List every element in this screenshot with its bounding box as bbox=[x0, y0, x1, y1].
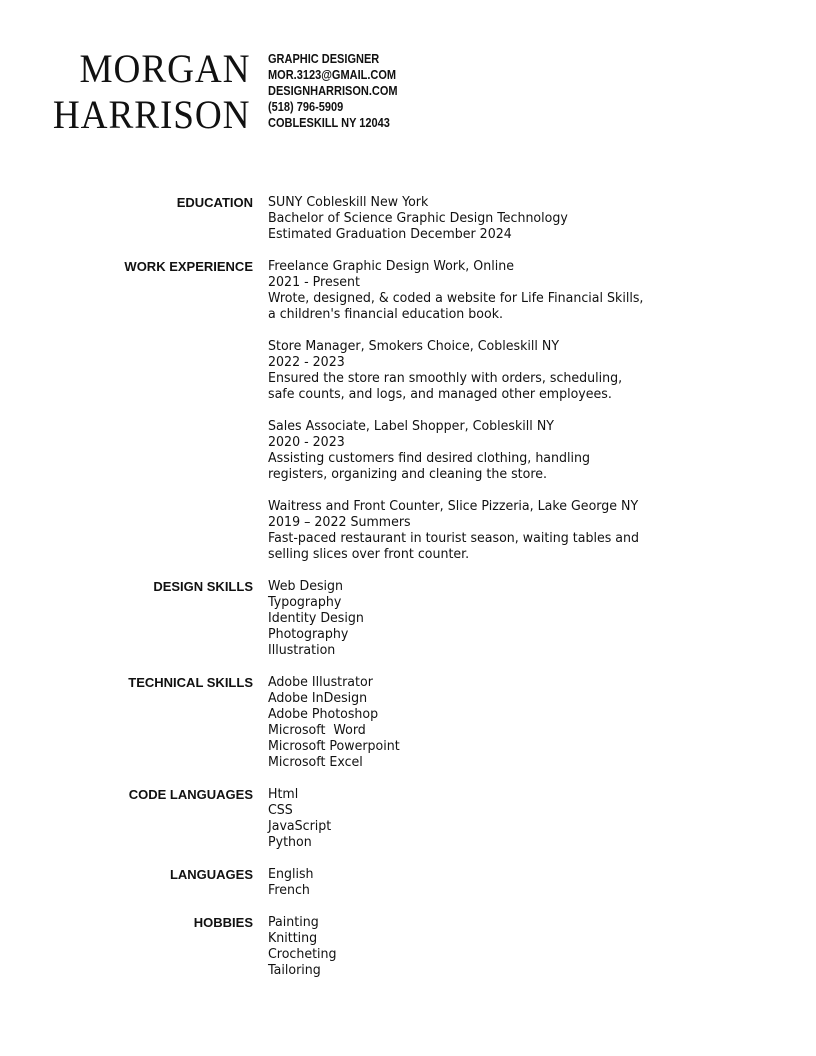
list-item: JavaScript bbox=[268, 819, 332, 834]
job-description: selling slices over front counter. bbox=[268, 547, 470, 562]
section-label-code-languages: CODE LANGUAGES bbox=[128, 787, 253, 802]
job-dates: 2022 - 2023 bbox=[268, 355, 345, 370]
list-item: CSS bbox=[268, 803, 293, 818]
section-label-technical-skills: TECHNICAL SKILLS bbox=[128, 675, 253, 690]
job-description: Ensured the store ran smoothly with orders, scheduling, bbox=[268, 371, 623, 386]
section-label-languages: LANGUAGES bbox=[169, 867, 253, 882]
job-entry bbox=[268, 259, 643, 323]
job-description: Fast-paced restaurant in tourist season, waiting tables and bbox=[268, 531, 640, 546]
design-skills-content bbox=[268, 579, 364, 659]
list-item: Tailoring bbox=[268, 963, 321, 978]
job-dates: 2020 - 2023 bbox=[268, 435, 345, 450]
last-name: HARRISON bbox=[52, 92, 250, 137]
email: MOR.3123@GMAIL.COM bbox=[268, 68, 397, 82]
section-label-hobbies: HOBBIES bbox=[193, 915, 253, 930]
list-item: Adobe Photoshop bbox=[268, 707, 379, 722]
contact-block bbox=[268, 51, 398, 131]
job-entry bbox=[268, 419, 643, 483]
job-description: Wrote, designed, & coded a website for Life Financial Skills, bbox=[268, 291, 644, 306]
list-item: Identity Design bbox=[268, 611, 364, 626]
job-title: Freelance Graphic Design Work, Online bbox=[268, 259, 514, 274]
list-item: Microsoft Excel bbox=[268, 755, 363, 770]
school: SUNY Cobleskill New York bbox=[268, 195, 429, 210]
list-item: Crocheting bbox=[268, 947, 337, 962]
list-item: Photography bbox=[268, 627, 349, 642]
work-content bbox=[268, 259, 643, 563]
job-dates: 2019 – 2022 Summers bbox=[268, 515, 411, 530]
job-title: Waitress and Front Counter, Slice Pizzeria, Lake George NY bbox=[268, 499, 639, 514]
job-description: registers, organizing and cleaning the store. bbox=[268, 467, 548, 482]
code-languages-content bbox=[268, 787, 331, 851]
job-title: Store Manager, Smokers Choice, Cobleskill NY bbox=[268, 339, 560, 354]
list-item: Python bbox=[268, 835, 312, 850]
technical-skills-content bbox=[268, 675, 400, 771]
section-label-education: EDUCATION bbox=[176, 195, 253, 210]
list-item: Typography bbox=[268, 595, 342, 610]
list-item: French bbox=[268, 883, 310, 898]
applicant-name bbox=[52, 46, 250, 138]
job-entry bbox=[268, 339, 643, 403]
section-label-design-skills: DESIGN SKILLS bbox=[153, 579, 253, 594]
job-title: Sales Associate, Label Shopper, Cobleskill NY bbox=[268, 419, 554, 434]
job-title: GRAPHIC DESIGNER bbox=[268, 52, 380, 66]
list-item: English bbox=[268, 867, 314, 882]
list-item: Adobe InDesign bbox=[268, 691, 368, 706]
job-description: Assisting customers find desired clothing, handling bbox=[268, 451, 591, 466]
first-name: MORGAN bbox=[79, 46, 250, 91]
location: COBLESKILL NY 12043 bbox=[268, 116, 390, 130]
list-item: Knitting bbox=[268, 931, 318, 946]
degree: Bachelor of Science Graphic Design Technology bbox=[268, 211, 568, 226]
phone: (518) 796-5909 bbox=[268, 100, 344, 114]
languages-content bbox=[268, 867, 314, 899]
list-item: Web Design bbox=[268, 579, 344, 594]
job-description: a children's financial education book. bbox=[268, 307, 504, 322]
list-item: Adobe Illustrator bbox=[268, 675, 373, 690]
section-label-work: WORK EXPERIENCE bbox=[124, 259, 253, 274]
website: DESIGNHARRISON.COM bbox=[268, 84, 398, 98]
job-dates: 2021 - Present bbox=[268, 275, 360, 290]
list-item: Html bbox=[268, 787, 299, 802]
list-item: Microsoft Word bbox=[268, 723, 366, 738]
hobbies-content bbox=[268, 915, 337, 979]
education-content bbox=[268, 195, 568, 243]
list-item: Illustration bbox=[268, 643, 336, 658]
list-item: Microsoft Powerpoint bbox=[268, 739, 400, 754]
job-entry bbox=[268, 499, 643, 563]
job-description: safe counts, and logs, and managed other employees. bbox=[268, 387, 612, 402]
list-item: Painting bbox=[268, 915, 319, 930]
graduation: Estimated Graduation December 2024 bbox=[268, 227, 512, 242]
